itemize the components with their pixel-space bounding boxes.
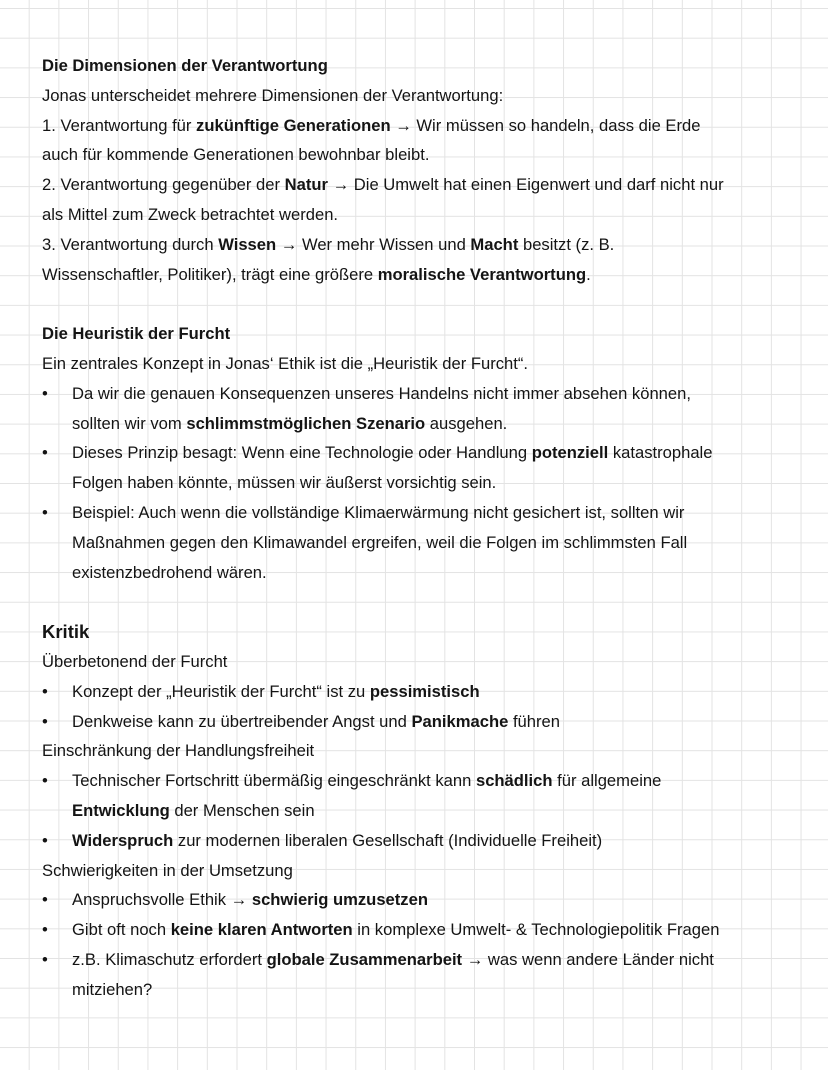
text: der Menschen sein: [169, 800, 315, 820]
emphasis: schädlich: [475, 771, 553, 791]
text: .: [586, 264, 591, 284]
emphasis: potenziell: [531, 443, 609, 463]
emphasis: schwierig umzusetzen: [251, 890, 428, 910]
emphasis: Entwicklung: [72, 800, 170, 820]
text: Beispiel: Auch wenn die vollständige Klimaerwärmung nicht gesichert ist, sollten wir: [72, 502, 685, 522]
text: 3. Verantwortung durch: [42, 234, 219, 254]
list-item: [42, 111, 812, 141]
bullet-icon: •: [42, 890, 48, 910]
list-item: [42, 170, 812, 200]
bullet-icon: •: [42, 830, 48, 850]
text: zur modernen liberalen Gesellschaft (Individuelle Freiheit): [173, 830, 603, 850]
subheading: Überbetonend der Furcht: [42, 651, 228, 671]
list-item-continuation: [42, 260, 812, 290]
bullet-continuation: existenzbedrohend wären.: [72, 562, 267, 582]
bullet-item: [42, 498, 812, 528]
text: besitzt (z. B.: [518, 234, 615, 254]
paragraph: Ein zentrales Konzept in Jonas‘ Ethik ist die „Heuristik der Furcht“.: [42, 353, 529, 373]
text: sollten wir vom: [72, 413, 187, 433]
bullet-item: [42, 438, 812, 468]
emphasis: pessimistisch: [369, 681, 480, 701]
bullet-item: [42, 915, 812, 945]
text: Technischer Fortschritt übermäßig eingeschränkt kann: [72, 771, 476, 791]
bullet-item: [42, 945, 812, 975]
bullet-item: [42, 379, 812, 409]
bullet-icon: •: [42, 681, 48, 701]
subheading: Schwierigkeiten in der Umsetzung: [42, 860, 293, 880]
text: → was wenn andere Länder nicht: [462, 949, 714, 969]
emphasis: Natur: [284, 175, 328, 195]
text: → Wer mehr Wissen und: [276, 234, 471, 254]
bullet-item: [42, 766, 812, 796]
text: Wissenschaftler, Politiker), trägt eine größere: [42, 264, 378, 284]
spacer: [42, 587, 812, 617]
section-heading-kritik: Kritik: [42, 621, 90, 643]
emphasis: schlimmstmöglichen Szenario: [186, 413, 426, 433]
emphasis: zukünftige Generationen: [196, 115, 391, 135]
text: Denkweise kann zu übertreibender Angst und: [72, 711, 412, 731]
emphasis: Widerspruch: [72, 830, 174, 850]
list-item-continuation: auch für kommende Generationen bewohnbar bleibt.: [42, 145, 430, 165]
text: führen: [508, 711, 560, 731]
text: Da wir die genauen Konsequenzen unseres Handelns nicht immer absehen können,: [72, 383, 691, 403]
bullet-item: [42, 885, 812, 915]
section-heading-dimensions: Die Dimensionen der Verantwortung: [42, 56, 328, 75]
emphasis: Wissen: [218, 234, 277, 254]
bullet-icon: •: [42, 949, 48, 969]
bullet-continuation: Folgen haben könnte, müssen wir äußerst vorsichtig sein.: [72, 473, 497, 493]
paragraph: Jonas unterscheidet mehrere Dimensionen der Verantwortung:: [42, 85, 504, 105]
text: Anspruchsvolle Ethik →: [72, 890, 252, 910]
bullet-icon: •: [42, 383, 48, 403]
text: Konzept der „Heuristik der Furcht“ ist zu: [72, 681, 370, 701]
emphasis: globale Zusammenarbeit: [266, 949, 463, 969]
text: Gibt oft noch: [72, 920, 171, 940]
list-item: [42, 230, 812, 260]
bullet-icon: •: [42, 771, 48, 791]
text: 2. Verantwortung gegenüber der: [42, 175, 285, 195]
text: in komplexe Umwelt- & Technologiepolitik Fragen: [352, 920, 720, 940]
text: → Die Umwelt hat einen Eigenwert und darf nicht nur: [327, 175, 724, 195]
bullet-item: [42, 826, 812, 856]
emphasis: Panikmache: [411, 711, 509, 731]
bullet-icon: •: [42, 502, 48, 522]
emphasis: Macht: [470, 234, 519, 254]
bullet-icon: •: [42, 711, 48, 731]
text: Dieses Prinzip besagt: Wenn eine Technologie oder Handlung: [72, 443, 532, 463]
bullet-continuation: [42, 796, 812, 826]
text: für allgemeine: [552, 771, 662, 791]
text: z.B. Klimaschutz erfordert: [72, 949, 267, 969]
bullet-continuation: Maßnahmen gegen den Klimawandel ergreifen, weil die Folgen im schlimmsten Fall: [72, 532, 688, 552]
bullet-continuation: mitziehen?: [72, 979, 153, 999]
bullet-item: [42, 707, 812, 737]
bullet-icon: •: [42, 443, 48, 463]
emphasis: keine klaren Antworten: [170, 920, 353, 940]
text: katastrophale: [608, 443, 713, 463]
text: ausgehen.: [425, 413, 508, 433]
bullet-continuation: [42, 409, 812, 439]
subheading: Einschränkung der Handlungsfreiheit: [42, 741, 315, 761]
list-item-continuation: als Mittel zum Zweck betrachtet werden.: [42, 204, 339, 224]
bullet-icon: •: [42, 920, 48, 940]
spacer: [42, 289, 812, 319]
emphasis: moralische Verantwortung: [377, 264, 587, 284]
notes-document: [42, 51, 812, 1005]
text: 1. Verantwortung für: [42, 115, 197, 135]
section-heading-heuristik: Die Heuristik der Furcht: [42, 324, 231, 344]
bullet-item: [42, 677, 812, 707]
text: → Wir müssen so handeln, dass die Erde: [390, 115, 701, 135]
